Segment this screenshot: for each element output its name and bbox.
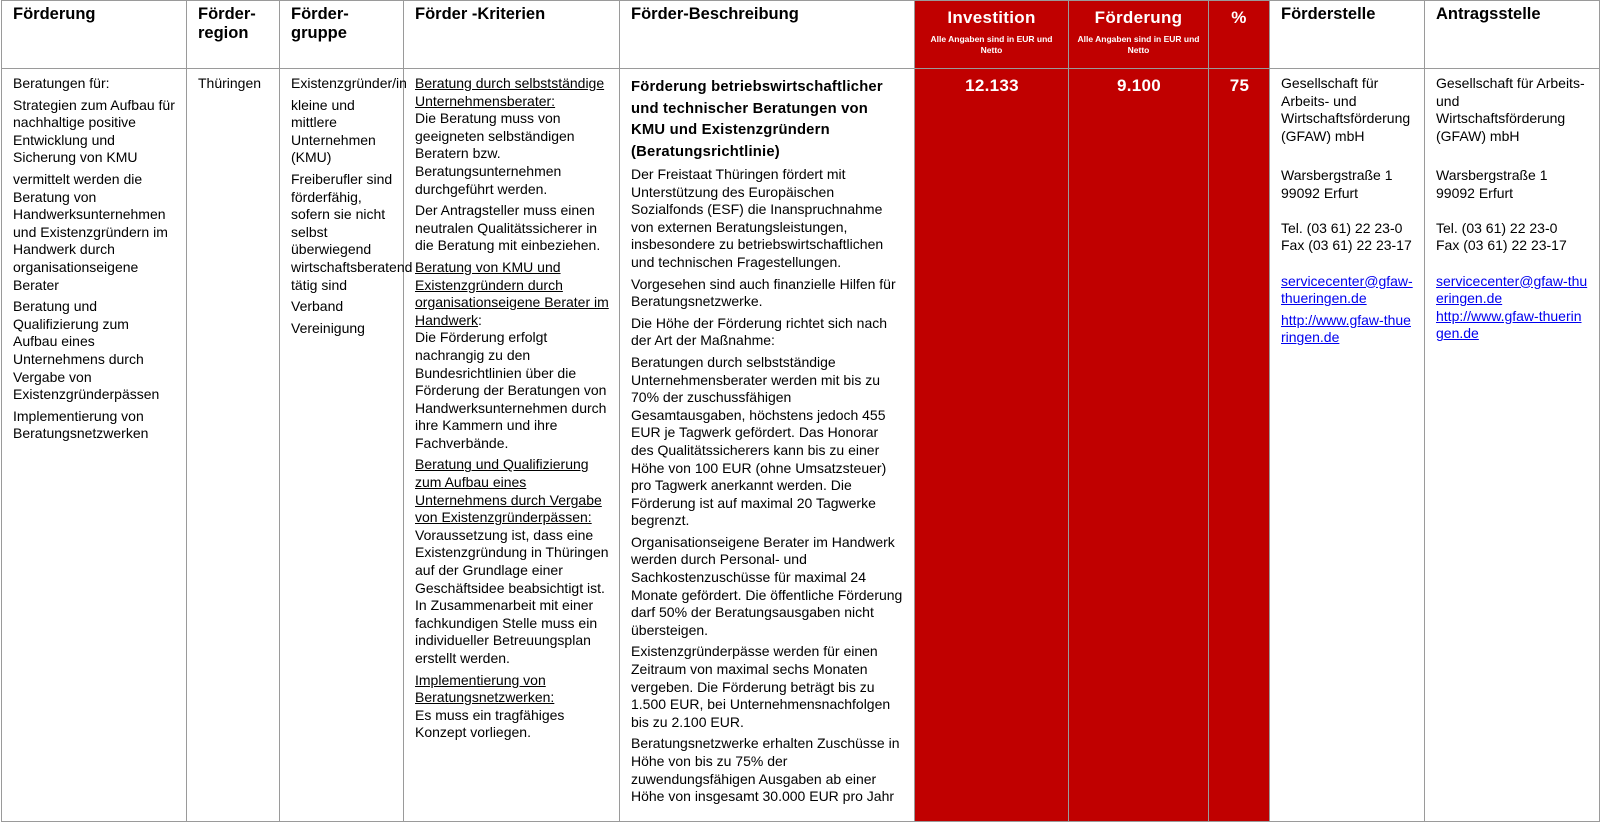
cell-beschreibung: Förderung betriebswirtschaftlicher und technischer Beratungen von KMU und Existenzgründern (Beratungsrichtlinie) Der Freistaat Thüringen fördert mit Unterstützung des Europäischen Sozialfonds (ESF) die Inanspruchnahme von externen Beratungsleistungen, insbesondere zu betriebswirtschaftlichen und technischen Fragestellungen. Vorgesehen sind auch finanzielle Hilfen für Beratungsnetzwerke. Die Höhe der Förderung richtet sich nach der Art der Maßnahme: Beratungen durch selbstständige Unternehmensberater werden mit bis zu 70% der zuschussfähigen Gesamtausgaben, höchstens jedoch 455 EUR je Tagwerk gefördert. Das Honorar des Qualitätssicherers kann bis zu einer Höhe von 100 EUR (ohne Umsatzsteuer) pro Tagwerk anerkannt werden. Die Förderung ist auf maximal 20 Tagwerke begrenzt. Organisationseigene Berater im Handwerk werden durch Personal- und Sachkostenzuschüsse für maximal 24 Monate gefördert. Die öffentliche Förderung darf 50% der Beratungsausgaben nicht übersteigen. Existenzgründerpässe werden für einen Zeitraum von maximal sechs Monaten vergeben. Die Förderung beträgt bis zu 1.500 EUR, bei Unternehmensnachfolgen bis zu 2.100 EUR. Beratungsnetzwerke erhalten Zuschüsse in Höhe von bis zu 75% der zuwendungsfähigen Ausgaben ab einer Höhe von insgesamt 30.000 EUR pro Jahr (620, 69, 915, 822)
header-foerdersumme: Förderung Alle Angaben sind in EUR und Netto (1069, 1, 1209, 69)
cell-kriterien: Beratung durch selbstständige Unternehmensberater: Die Beratung muss von geeigneten selbständigen Beratern bzw. Beratungsunternehmen durchgeführt werden. Der Antragsteller muss einen neutralen Qualitätssicherer in die Beratung mit einbeziehen. Beratung von KMU und Existenzgründern durch organisationseigene Berater im Handwerk: Die Förderung erfolgt nachrangig zu den Bundesrichtlinien über die Förderung der Beratungen von Handwerksunternehmen durch ihre Kammern und ihre Fachverbände. Beratung und Qualifizierung zum Aufbau eines Unternehmens durch Vergabe von Existenzgründerpässen: Voraussetzung ist, dass eine Existenzgründung in Thüringen auf der Grundlage einer Geschäftsidee beabsichtigt ist. In Zusammenarbeit mit einer fachkundigen Stelle muss ein individueller Betreuungsplan erstellt werden. Implementierung von Beratungsnetzwerken: Es muss ein tragfähiges Konzept vorliegen. (404, 69, 620, 822)
table-row (2, 69, 1600, 822)
header-foerderung: Förderung (2, 1, 187, 69)
header-antragsstelle: Antragsstelle (1425, 1, 1600, 69)
cell-region: Thüringen (187, 69, 280, 822)
cell-investition: 12.133 (915, 69, 1069, 822)
header-investition: Investition Alle Angaben sind in EUR und Netto (915, 1, 1069, 69)
header-gruppe: Förder- gruppe (280, 1, 404, 69)
funding-table (1, 0, 1600, 822)
header-row (2, 1, 1600, 69)
cell-foerdersumme: 9.100 (1069, 69, 1209, 822)
header-kriterien: Förder -Kriterien (404, 1, 620, 69)
header-beschreibung: Förder-Beschreibung (620, 1, 915, 69)
website-link[interactable]: http://www.gfaw-thueringen.de (1281, 311, 1411, 346)
email-link[interactable]: servicecenter@gfaw-thueringen.de (1281, 272, 1413, 307)
email-link[interactable]: servicecenter@gfaw-thueringen.de (1436, 272, 1588, 307)
header-prozent: % (1209, 1, 1270, 69)
cell-prozent: 75 (1209, 69, 1270, 822)
cell-antragsstelle: Gesellschaft für Arbeits- und Wirtschaftsförderung (GFAW) mbH Warsbergstraße 1 99092 Erfurt Tel. (03 61) 22 23-0 Fax (03 61) 22 23-17 servicecenter@gfaw-thueringen.de http://www.gfaw-thueringen.de (1425, 69, 1600, 822)
header-region: Förder- region (187, 1, 280, 69)
header-foerderstelle: Förderstelle (1270, 1, 1425, 69)
cell-foerderung: Beratungen für: Strategien zum Aufbau für nachhaltige positive Entwicklung und Sicherung von KMU vermittelt werden die Beratung von Handwerksunternehmen und Existenzgründern im Handwerk durch organisationseigene Berater Beratung und Qualifizierung zum Aufbau eines Unternehmens durch Vergabe von Existenzgründerpässen Implementierung von Beratungsnetzwerken (2, 69, 187, 822)
website-link[interactable]: http://www.gfaw-thueringen.de (1436, 307, 1582, 342)
cell-gruppe: Existenzgründer/in kleine und mittlere Unternehmen (KMU) Freiberufler sind förderfähig, sofern sie nicht selbst überwiegend wirtschaftsberatend tätig sind Verband Vereinigung (280, 69, 404, 822)
cell-foerderstelle: Gesellschaft für Arbeits- und Wirtschaftsförderung (GFAW) mbH Warsbergstraße 1 99092 Erfurt Tel. (03 61) 22 23-0 Fax (03 61) 22 23-17 servicecenter@gfaw-thueringen.de http://www.gfaw-thueringen.de (1270, 69, 1425, 822)
